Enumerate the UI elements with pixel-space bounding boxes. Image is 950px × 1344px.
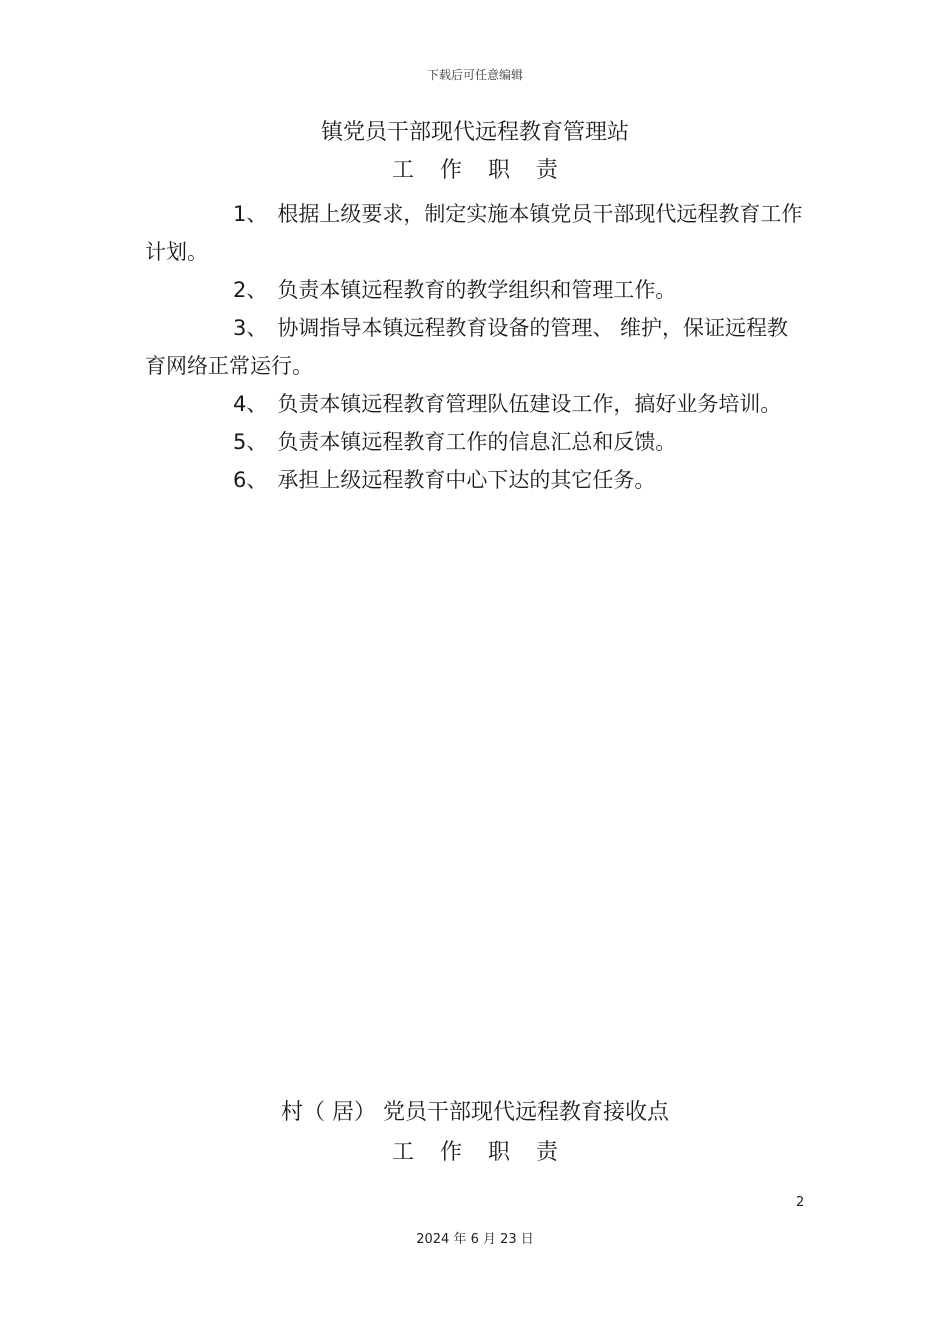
duty-number: 4、 [233,392,268,416]
duty-number: 1、 [233,202,268,226]
duty-item-1 [145,195,807,271]
duty-number: 3、 [233,316,268,340]
duty-text: 协调指导本镇远程教育设备的管理、 维护，保证远程教育网络正常运行。 [145,316,789,378]
section-subtitle-station: 工作职责 [391,158,584,183]
page-number: 2 [796,1195,805,1210]
duty-list [145,195,807,499]
duty-text: 负责本镇远程教育的教学组织和管理工作。 [277,278,677,302]
footer-date: 2024 年 6 月 23 日 [416,1232,534,1247]
duty-number: 5、 [233,430,268,454]
section-title-village: 村（ 居） 党员干部现代远程教育接收点 [281,1100,669,1125]
duty-item-6 [145,461,807,499]
duty-text: 承担上级远程教育中心下达的其它任务。 [277,468,656,492]
header-note: 下载后可任意编辑 [426,68,523,82]
duty-number: 2、 [233,278,268,302]
duty-item-4 [145,385,807,423]
duty-item-3 [145,309,807,385]
duty-text: 根据上级要求，制定实施本镇党员干部现代远程教育工作计划。 [145,202,803,264]
duty-item-2 [145,271,807,309]
duty-number: 6、 [233,468,268,492]
section-title-station: 镇党员干部现代远程教育管理站 [320,120,629,145]
section-subtitle-village: 工作职责 [391,1140,584,1165]
duty-text: 负责本镇远程教育工作的信息汇总和反馈。 [277,430,677,454]
duty-item-5 [145,423,807,461]
duty-text: 负责本镇远程教育管理队伍建设工作，搞好业务培训。 [277,392,782,416]
